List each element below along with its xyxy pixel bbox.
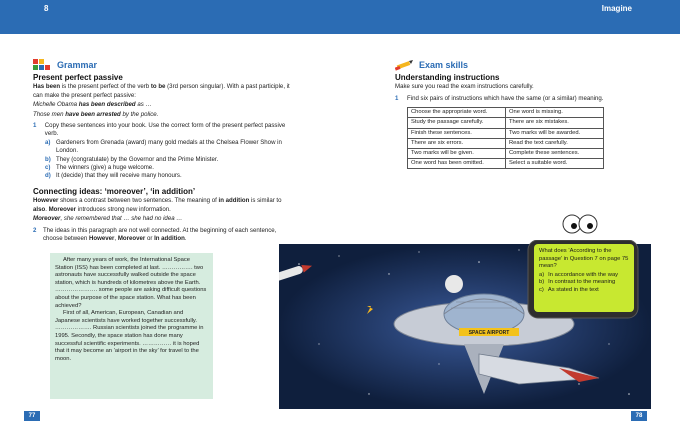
tv-option: c) As stated in the text bbox=[539, 286, 599, 293]
grammar-item: d) It (decide) that they will receive many honours. bbox=[45, 172, 182, 180]
story-passage bbox=[50, 253, 213, 399]
page-header-bar bbox=[0, 0, 680, 34]
instructions-cell: Complete these sentences. bbox=[506, 149, 604, 159]
grammar-item: a) Gardeners from Grenada (award) many gold medals at the Chelsea Flower Show in London. bbox=[45, 138, 282, 155]
right-column bbox=[395, 58, 645, 169]
chapter-title: Imagine bbox=[601, 4, 632, 13]
space-airport-label: SPACE AIRPORT bbox=[468, 330, 510, 336]
exam-skills-label: Exam skills bbox=[419, 59, 469, 70]
connecting-ideas-example: Moreover, she remembered that … she had no idea … bbox=[33, 215, 183, 223]
connecting-ideas-intro: However shows a contrast between two sentences. The meaning of in addition is similar to also. Moreover introduces strong new information. bbox=[33, 197, 282, 213]
tv-option: b) In contrast to the meaning bbox=[539, 279, 616, 286]
moon bbox=[445, 275, 463, 293]
instructions-table bbox=[407, 107, 604, 169]
instructions-cell: One word has been omitted. bbox=[408, 159, 506, 169]
instructions-cell: One word is missing. bbox=[506, 108, 604, 118]
grammar-item: c) The winners (give) a huge welcome. bbox=[45, 164, 154, 172]
grammar-task-1: 1 Copy these sentences into your book. Use the correct form of the present perfect passive verb. a) Gardeners from Grenada (award) many gold medals at the Chelsea Flower Show in London. b) They (congratulate) by the Governor and the Prime Minister. c) The winners (give) a huge welcome. d) It (decide) that they will receive many honours. bbox=[33, 122, 291, 181]
robot-eyes-icon bbox=[560, 206, 600, 240]
story-paragraph-2: First of all, American, European, Canadian and Japanese scientists have worked together successfully. ………………. Russian scientists joined the programme in 1995. Secondly, the space station has done many successful scientific experiments. …………… it is hoped that it may become an ‘airport in the sky’ for travel to the moon. bbox=[55, 310, 204, 362]
instructions-cell: There are six mistakes. bbox=[506, 118, 604, 128]
tv-screen bbox=[534, 244, 634, 312]
left-page-number: 8 bbox=[44, 4, 49, 13]
instructions-row bbox=[408, 149, 604, 159]
instructions-cell: Two marks will be awarded. bbox=[506, 128, 604, 138]
instructions-row bbox=[408, 138, 604, 148]
tv-question: What does ‘According to the passage’ in Question 7 on page 75 mean? bbox=[539, 248, 629, 270]
instructions-cell: There are six errors. bbox=[408, 138, 506, 148]
instructions-cell: Finish these sentences. bbox=[408, 128, 506, 138]
grammar-section-header bbox=[33, 58, 291, 72]
instructions-row bbox=[408, 118, 604, 128]
instructions-cell: Read the text carefully. bbox=[506, 138, 604, 148]
tv-option: a) In accordance with the way bbox=[539, 271, 619, 278]
grammar-label: Grammar bbox=[57, 59, 98, 70]
left-column bbox=[33, 58, 291, 243]
exam-skills-header bbox=[395, 58, 645, 72]
instructions-row bbox=[408, 159, 604, 169]
exam-task-1: 1 Find six pairs of instructions which have the same (or a similar) meaning. bbox=[395, 94, 604, 102]
tv-options bbox=[539, 272, 629, 295]
story-paragraph-1: After many years of work, the International Space Station (ISS) has been completed at last. ……………. two astronauts have successfully walked outside the space station, which is hundreds of kilometres above the Earth. …………………. some people are asking difficult questions about the purpose of the space station. What has been achieved? bbox=[55, 257, 207, 309]
instructions-row bbox=[408, 128, 604, 138]
exam-skills-intro: Make sure you read the exam instructions carefully. bbox=[395, 83, 534, 91]
grammar-item: b) They (congratulate) by the Governor and the Prime Minister. bbox=[45, 155, 219, 163]
exam-skills-title: Understanding instructions bbox=[395, 73, 500, 82]
left-footer-page-number: 77 bbox=[24, 411, 40, 421]
grammar-blocks-icon bbox=[33, 59, 51, 71]
grammar-intro: Has been is the present perfect of the verb to be (3rd person singular). With a past participle, it can make the present perfect passive: bbox=[33, 83, 290, 99]
instructions-cell: Choose the appropriate word. bbox=[408, 108, 506, 118]
grammar-example-2: Those men have been arrested by the police. bbox=[33, 110, 159, 118]
connecting-ideas-title: Connecting ideas: ‘moreover’, ‘in addition’ bbox=[33, 186, 196, 196]
tv-robot bbox=[526, 240, 640, 320]
pencil-icon bbox=[395, 59, 413, 71]
instructions-cell: Study the passage carefully. bbox=[408, 118, 506, 128]
instructions-row bbox=[408, 108, 604, 118]
right-footer-page-number: 78 bbox=[631, 411, 647, 421]
instructions-cell: Select a suitable word. bbox=[506, 159, 604, 169]
connecting-task-2: 2 The ideas in this paragraph are not well connected. At the beginning of each sentence, choose between However, Moreover or In addition. bbox=[33, 226, 277, 242]
instructions-cell: Two marks will be given. bbox=[408, 149, 506, 159]
grammar-example-1: Michelle Obama has been described as … bbox=[33, 101, 152, 109]
grammar-title: Present perfect passive bbox=[33, 73, 123, 82]
